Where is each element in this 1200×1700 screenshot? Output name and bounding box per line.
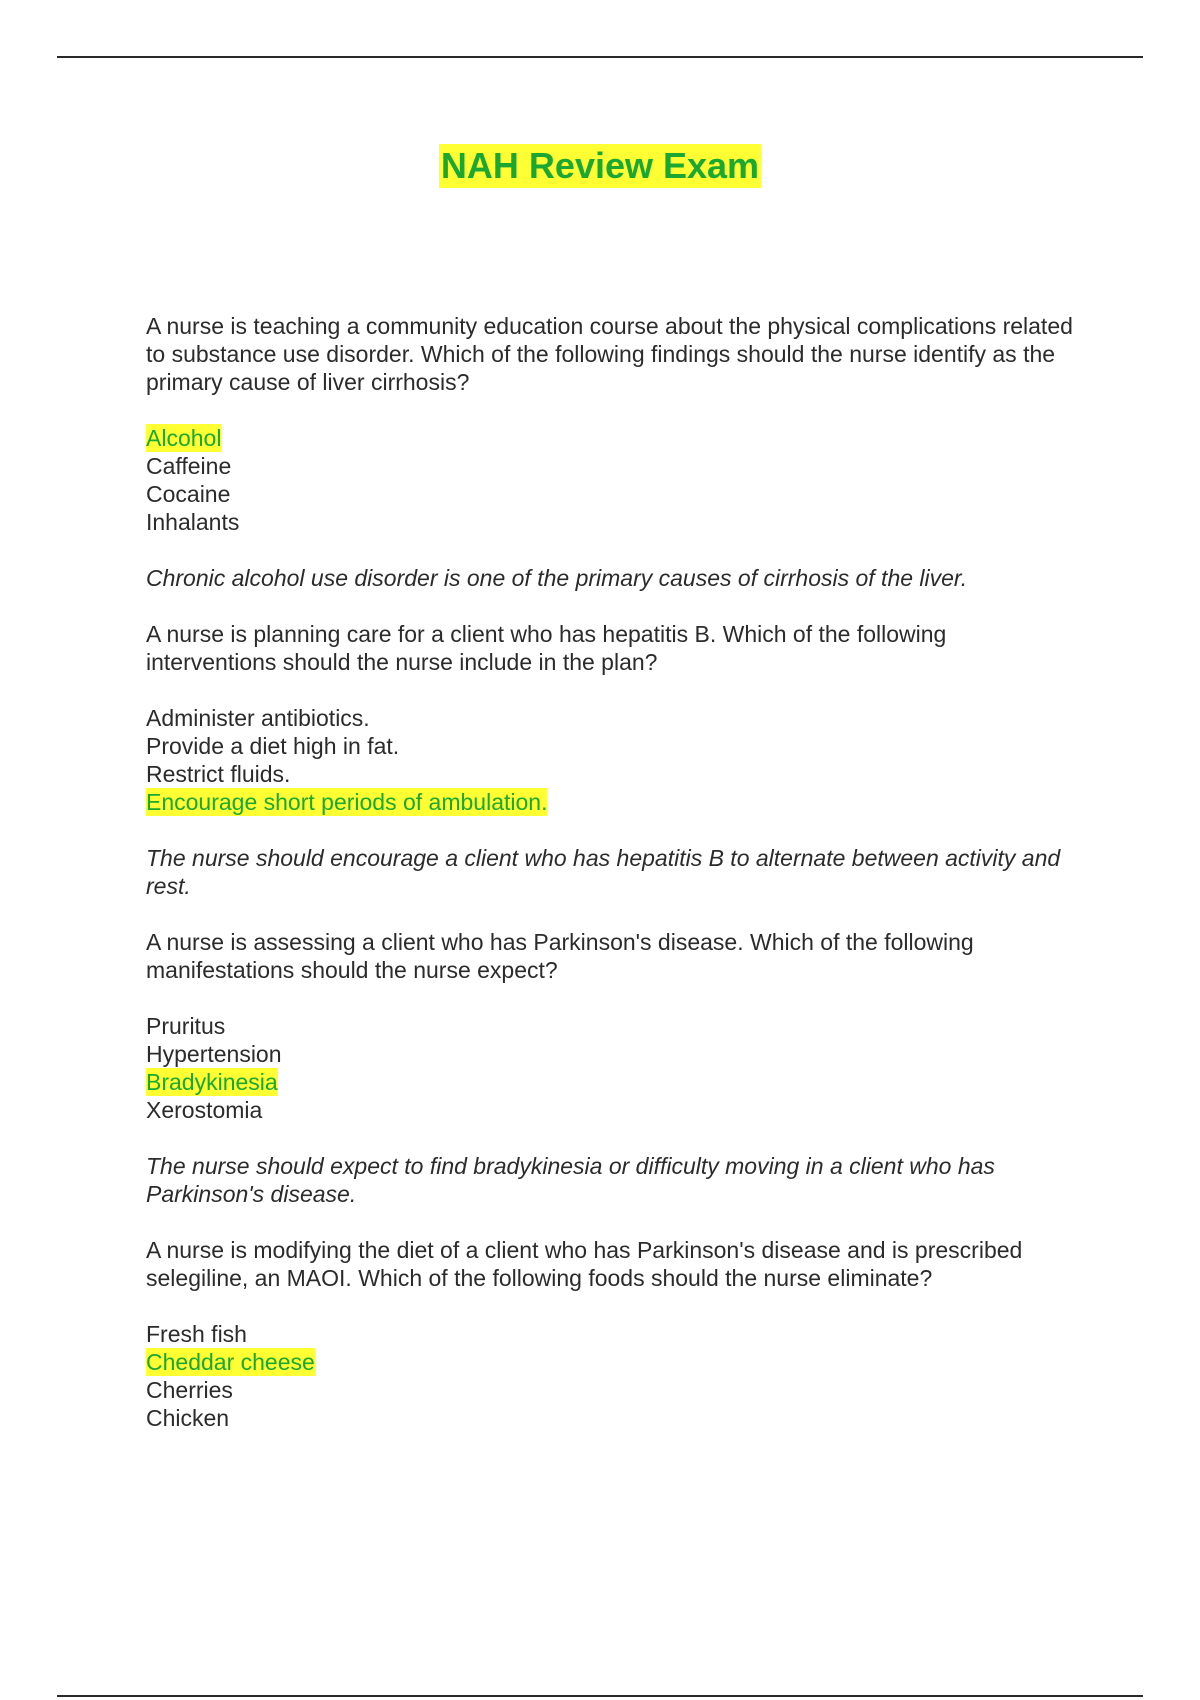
answer-option (146, 732, 1076, 760)
answer-option-text: Xerostomia (146, 1097, 263, 1123)
answer-option-text: Caffeine (146, 453, 232, 479)
question-stem: A nurse is teaching a community education course about the physical complications related to substance use disorder. Which of the following findings should the nurse identify as the primary cause of liver cirrhosis? (146, 313, 1073, 395)
answer-option (146, 480, 1076, 508)
question-block-4 (146, 1236, 1076, 1432)
answer-option (146, 1012, 1076, 1040)
answer-option-text: Provide a diet high in fat. (146, 733, 400, 759)
answer-option-text: Fresh fish (146, 1321, 247, 1347)
answer-option-correct (146, 1348, 1076, 1376)
answer-options (146, 1012, 1076, 1124)
answer-option-text: Cherries (146, 1377, 233, 1403)
answer-option-text: Bradykinesia (146, 1069, 278, 1095)
answer-option-text: Alcohol (146, 425, 222, 451)
answer-option-correct (146, 788, 1076, 816)
answer-option-text: Encourage short periods of ambulation. (146, 789, 548, 815)
document-title: NAH Review Exam (440, 145, 760, 186)
rationale: The nurse should expect to find bradykinesia or difficulty moving in a client who has Parkinson's disease. (146, 1153, 995, 1207)
answer-option (146, 1040, 1076, 1068)
question-stem: A nurse is planning care for a client who has hepatitis B. Which of the following interventions should the nurse include in the plan? (146, 621, 947, 675)
document-body (146, 312, 1076, 1460)
answer-option (146, 1320, 1076, 1348)
answer-option (146, 704, 1076, 732)
answer-option-correct (146, 424, 1076, 452)
answer-option-text: Restrict fluids. (146, 761, 291, 787)
answer-option-text: Administer antibiotics. (146, 705, 370, 731)
answer-option-correct (146, 1068, 1076, 1096)
answer-option (146, 760, 1076, 788)
answer-option-text: Hypertension (146, 1041, 282, 1067)
question-stem: A nurse is assessing a client who has Parkinson's disease. Which of the following manifestations should the nurse expect? (146, 929, 974, 983)
answer-option (146, 452, 1076, 480)
question-block-1 (146, 312, 1076, 592)
question-stem: A nurse is modifying the diet of a client who has Parkinson's disease and is prescribed selegiline, an MAOI. Which of the following foods should the nurse eliminate? (146, 1237, 1023, 1291)
answer-option (146, 1096, 1076, 1124)
answer-option (146, 1404, 1076, 1432)
answer-option-text: Chicken (146, 1405, 230, 1431)
answer-option (146, 508, 1076, 536)
answer-option-text: Cocaine (146, 481, 231, 507)
top-rule (57, 56, 1143, 58)
question-block-3 (146, 928, 1076, 1208)
answer-option-text: Pruritus (146, 1013, 226, 1039)
rationale: Chronic alcohol use disorder is one of the primary causes of cirrhosis of the liver. (146, 565, 968, 591)
rationale: The nurse should encourage a client who has hepatitis B to alternate between activity and rest. (146, 845, 1061, 899)
answer-options (146, 424, 1076, 536)
answer-options (146, 704, 1076, 816)
bottom-rule (57, 1695, 1143, 1697)
question-block-2 (146, 620, 1076, 900)
answer-options (146, 1320, 1076, 1432)
answer-option (146, 1376, 1076, 1404)
title-container (0, 144, 1200, 188)
answer-option-text: Cheddar cheese (146, 1349, 315, 1375)
answer-option-text: Inhalants (146, 509, 240, 535)
